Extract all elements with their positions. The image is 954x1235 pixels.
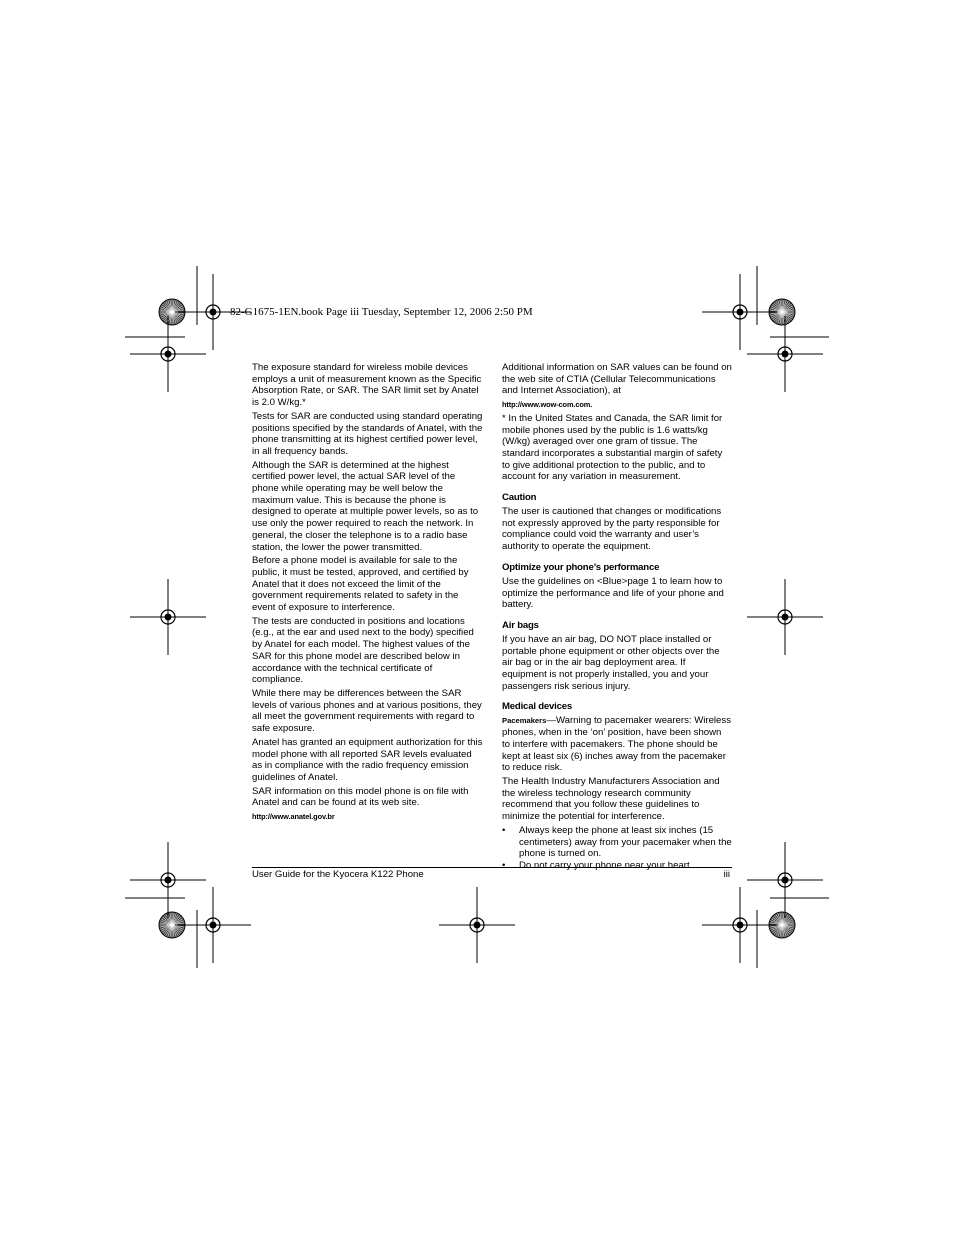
medical-devices-heading: Medical devices: [502, 701, 573, 713]
registration-dot: [165, 877, 172, 884]
paragraph: The exposure standard for wireless mobile devices employs a unit of measurement known as the Specific Absorption Rate, or SAR. The SAR limit set by Anatel is 2.0 W/kg.*: [252, 362, 482, 409]
paragraph: Additional information on SAR values can be found on the web site of CTIA (Cellular Telecommunications and Internet Association), at: [502, 362, 732, 397]
airbags-heading: Air bags: [502, 619, 539, 631]
list-item: • Always keep the phone at least six inches (15 centimeters) away from your pacemaker when the phone is turned on.: [502, 824, 732, 860]
link-suffix: .: [590, 400, 593, 410]
paragraph: SAR information on this model phone is on file with Anatel and can be found at its web site.: [252, 785, 469, 809]
registration-dot: [782, 351, 789, 358]
registration-dot: [782, 877, 789, 884]
anatel-link[interactable]: http://www.anatel.gov.br: [252, 812, 335, 822]
registration-dot: [165, 614, 172, 621]
footer-guide-title: User Guide for the Kyocera K122 Phone: [252, 869, 424, 880]
pacemakers-label: Pacemakers: [502, 716, 547, 726]
paragraph: The user is cautioned that changes or modifications not expressly approved by the party responsible for compliance could void the warranty and user’s authority to operate the equipment.: [502, 506, 722, 553]
paragraph: Although the SAR is determined at the highest certified power level, the actual SAR level of the phone while operating may be well below the maximum value. This is because the phone is designed to operate at multiple power levels, so as to use only the power required to reach the network. In general, the closer the telephone is to a radio base station, the lower the power transmitted.: [252, 459, 479, 553]
paragraph: While there may be differences between the SAR levels of various phones and at various positions, they all meet the government requirements with regard to safe exposure.: [252, 687, 482, 735]
registration-dot: [737, 922, 744, 929]
paragraph: Tests for SAR are conducted using standard operating positions specified by the standards of Anatel, with the phone transmitting at its highest certified power level, in all frequency bands.: [252, 410, 483, 457]
registration-dot: [737, 309, 744, 316]
registration-dot: [474, 922, 481, 929]
ctia-link[interactable]: http://www.wow-com.com: [502, 400, 591, 410]
registration-dot: [782, 614, 789, 621]
registration-dot: [210, 309, 217, 316]
bullet-icon: •: [502, 824, 506, 836]
list-item: • Do not carry your phone near your heart.: [502, 859, 693, 871]
caution-heading: Caution: [502, 492, 537, 504]
registration-dot: [165, 351, 172, 358]
footer-rule: [252, 867, 732, 868]
guideline-list: [502, 825, 732, 872]
registration-dot: [210, 922, 217, 929]
pacemakers-text: —Warning to pacemaker wearers: Wireless phones, when in the ‘on’ position, have been shown to interfere with pacemakers. The phone should be kept at least six (6) inches away from the pacemaker to reduce risk.: [502, 715, 731, 774]
right-column: [502, 362, 732, 872]
paragraph: Anatel has granted an equipment authorization for this model phone with all reported SAR levels evaluated as in compliance with the radio frequency emission guidelines of Anatel.: [252, 736, 483, 783]
paragraph: The Health Industry Manufacturers Association and the wireless technology research community recommend that you follow these guidelines to minimize the potential for interference.: [502, 775, 720, 823]
file-stamp-header: 82-G1675-1EN.book Page iii Tuesday, September 12, 2006 2:50 PM: [230, 306, 533, 318]
paragraph: * In the United States and Canada, the SAR limit for mobile phones used by the public is 1.6 watts/kg (W/kg) averaged over one gram of tissue. The standard incorporates a substantial margin of safety to give additional protection to the public, and to account for any variation in measurement.: [502, 412, 723, 483]
footer-page-number: iii: [723, 869, 730, 880]
optimize-heading: Optimize your phone’s performance: [502, 561, 660, 573]
paragraph: Before a phone model is available for sale to the public, it must be tested, approved, and certified by Anatel that it does not exceed the limit of the government requirements related to safety in the event of exposure to interference.: [252, 555, 469, 614]
bullet-icon: •: [502, 859, 506, 871]
paragraph: If you have an air bag, DO NOT place installed or portable phone equipment or other objects over the air bag or in the air bag deployment area. If equipment is not properly installed, you and your passengers risk serious injury.: [502, 633, 720, 692]
paragraph: The tests are conducted in positions and locations (e.g., at the ear and used next to the body) specified by Anatel for each model. The highest values of the SAR for this phone model are described below in accordance with the technical certificate of compliance.: [252, 615, 474, 686]
paragraph: [502, 715, 732, 774]
paragraph: Use the guidelines on <Blue>page 1 to learn how to optimize the performance and life of your phone and battery.: [502, 575, 724, 611]
left-column: [252, 362, 484, 823]
